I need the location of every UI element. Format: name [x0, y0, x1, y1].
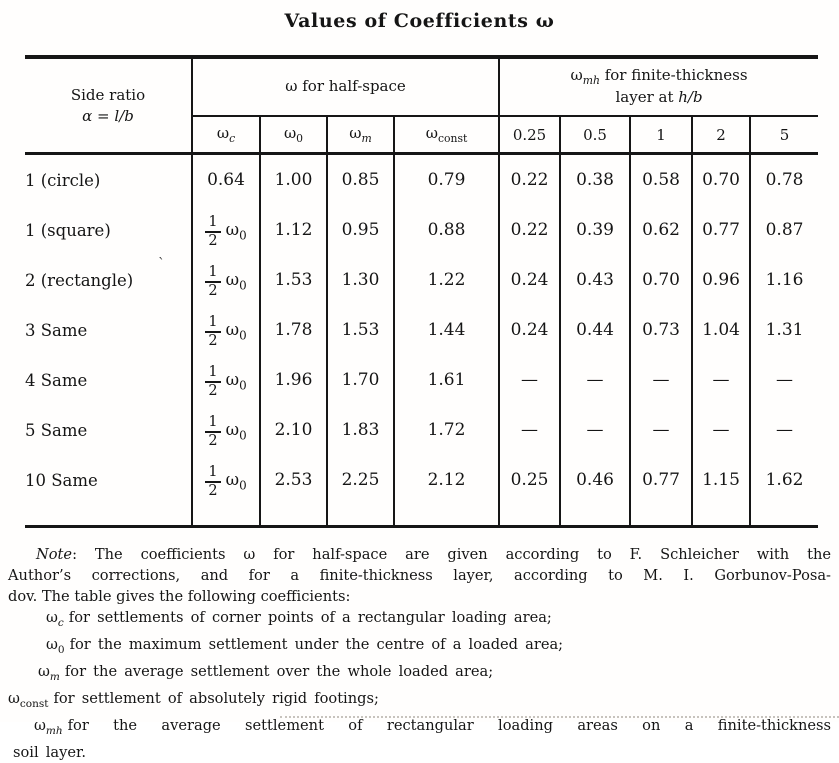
cell-omega-0: 1.00 [260, 154, 327, 206]
cell-hb-5: 1.31 [750, 305, 818, 355]
cell-hb-2: 1.04 [692, 305, 750, 355]
cell-omega-m: 1.30 [327, 255, 394, 305]
cell-omega-0: 1.53 [260, 255, 327, 305]
half-omega0-fraction: $\frac{1}{2}$ $\omega_0$ [205, 214, 246, 248]
cell-omega-const: 0.79 [394, 154, 499, 206]
header-row-groups [25, 57, 818, 116]
table-row-3-same [25, 305, 818, 355]
header-side-ratio [25, 57, 192, 154]
header-hb-0-25: 0.25 [499, 116, 560, 154]
cell-hb-0-5: 0.44 [560, 305, 630, 355]
cell-side-ratio: 1 (circle) [25, 170, 101, 190]
cell-hb-0-25: 0.22 [499, 205, 560, 255]
finite-header-line2: layer at h/b [615, 88, 703, 107]
half-omega0-fraction: $\frac{1}{2}$ $\omega_0$ [205, 414, 246, 448]
cell-hb-5: 1.62 [750, 455, 818, 505]
omega-const-symbol: $\omega_{const}$ [8, 689, 49, 710]
header-finite-thickness [499, 57, 818, 116]
omega-0-symbol: $\omega_0$ [46, 635, 65, 656]
omega-c-symbol: $\omega_c$ [46, 609, 64, 629]
note-paragraph-line1: Note: The coefficients ω for half-space are given according to F. Schleicher with the [36, 546, 831, 563]
cell-hb-0-5: — [560, 355, 630, 405]
cell-hb-1: 0.58 [630, 154, 692, 206]
cell-hb-1: 0.73 [630, 305, 692, 355]
cell-hb-0-25: — [499, 405, 560, 455]
table-row-circle [25, 154, 818, 206]
cell-side-ratio: 10 Same [25, 470, 98, 490]
header-omega-c: $\omega_c$ [192, 116, 260, 154]
omega-mh-symbol: $\omega_{mh}$ [34, 716, 63, 737]
cell-side-ratio: 1 (square) [25, 220, 111, 240]
cell-omega-0: 1.78 [260, 305, 327, 355]
cell-hb-0-5: 0.43 [560, 255, 630, 305]
cell-hb-5: 0.78 [750, 154, 818, 206]
cell-omega-c-fraction [192, 305, 260, 355]
table-row-rectangle [25, 255, 818, 305]
page-title: Values of Coefficients ω [284, 10, 555, 32]
table-row-5-same [25, 405, 818, 455]
header-half-space: ω for half-space [192, 57, 499, 116]
side-ratio-line1: Side ratio [70, 86, 146, 105]
scan-artifact-speck: ` [158, 256, 165, 272]
cell-omega-m: 1.83 [327, 405, 394, 455]
cell-omega-const: 1.72 [394, 405, 499, 455]
cell-hb-5: — [750, 355, 818, 405]
note-item-omega-const: $\omega_{const}$ for settlement of absolutely rigid footings; [8, 689, 379, 710]
header-omega-m: $\omega_m$ [327, 116, 394, 154]
cell-hb-2: — [692, 355, 750, 405]
half-omega0-fraction: $\frac{1}{2}$ $\omega_0$ [205, 264, 246, 298]
cell-hb-2: 0.77 [692, 205, 750, 255]
header-hb-1: 1 [630, 116, 692, 154]
note-item-continuation: soil layer. [13, 743, 87, 761]
cell-omega-0: 2.53 [260, 455, 327, 505]
cell-hb-2: — [692, 405, 750, 455]
finite-header-line1: $\omega_{mh}$ for finite-thickness [570, 66, 748, 88]
cell-hb-0-5: 0.38 [560, 154, 630, 206]
cell-omega-const: 1.61 [394, 355, 499, 405]
header-hb-2: 2 [692, 116, 750, 154]
cell-omega-c-fraction [192, 455, 260, 505]
header-omega-0: $\omega_0$ [260, 116, 327, 154]
note-paragraph-line2: Author’s corrections, and for a finite-thickness layer, according to M. I. Gorbunov-Posa- [8, 567, 831, 584]
cell-omega-m: 0.85 [327, 154, 394, 206]
half-omega0-fraction: $\frac{1}{2}$ $\omega_0$ [205, 364, 246, 398]
footnote-block [8, 544, 831, 763]
cell-hb-1: 0.70 [630, 255, 692, 305]
cell-hb-1: 0.77 [630, 455, 692, 505]
cell-hb-2: 0.96 [692, 255, 750, 305]
cell-omega-const: 1.22 [394, 255, 499, 305]
cell-hb-0-5: — [560, 405, 630, 455]
table-row-square [25, 205, 818, 255]
cell-omega-m: 1.70 [327, 355, 394, 405]
cell-omega-0: 2.10 [260, 405, 327, 455]
cell-side-ratio: 5 Same [25, 420, 88, 440]
cell-side-ratio: 3 Same [25, 320, 88, 340]
cell-hb-0-25: 0.22 [499, 154, 560, 206]
table-row-4-same [25, 355, 818, 405]
cell-side-ratio: 2 (rectangle) [25, 270, 134, 290]
cell-hb-1: — [630, 355, 692, 405]
note-item-omega-m: $\omega_m$ for the average settlement over the whole loaded area; [38, 662, 494, 683]
header-omega-const: $\omega_{const}$ [394, 116, 499, 154]
note-paragraph-line3: dov. The table gives the following coefficients: [8, 588, 351, 605]
cell-omega-const: 1.44 [394, 305, 499, 355]
cell-hb-0-25: 0.24 [499, 255, 560, 305]
cell-omega-m: 2.25 [327, 455, 394, 505]
cell-omega-m: 1.53 [327, 305, 394, 355]
note-item-omega-0: $\omega_0$ for the maximum settlement under the centre of a loaded area; [46, 635, 564, 656]
note-item-omega-c: $\omega_c$ for settlements of corner points of a rectangular loading area; [46, 609, 552, 629]
cell-hb-1: 0.62 [630, 205, 692, 255]
cell-omega-0: 1.96 [260, 355, 327, 405]
cell-hb-1: — [630, 405, 692, 455]
cell-omega-c-fraction [192, 255, 260, 305]
cell-hb-0-25: 0.25 [499, 455, 560, 505]
cell-hb-2: 1.15 [692, 455, 750, 505]
cell-side-ratio: 4 Same [25, 370, 88, 390]
cell-hb-2: 0.70 [692, 154, 750, 206]
cell-omega-c-fraction [192, 355, 260, 405]
cell-hb-5: 1.16 [750, 255, 818, 305]
cell-hb-0-25: — [499, 355, 560, 405]
cell-omega-c: 0.64 [192, 154, 260, 206]
header-hb-5: 5 [750, 116, 818, 154]
half-omega0-fraction: $\frac{1}{2}$ $\omega_0$ [205, 314, 246, 348]
note-label: Note [36, 546, 73, 563]
table-bottom-spacer [25, 505, 818, 527]
cell-omega-m: 0.95 [327, 205, 394, 255]
side-ratio-line2: α = l/b [82, 106, 134, 125]
cell-hb-0-5: 0.39 [560, 205, 630, 255]
cell-hb-0-5: 0.46 [560, 455, 630, 505]
header-hb-0-5: 0.5 [560, 116, 630, 154]
coefficients-table [25, 55, 818, 528]
cell-hb-5: 0.87 [750, 205, 818, 255]
cell-omega-c-fraction [192, 405, 260, 455]
note-item-omega-mh: $\omega_{mh}$ for the average settlement of rectangular loading areas on a finite-thickness [34, 716, 831, 737]
half-omega0-fraction: $\frac{1}{2}$ $\omega_0$ [205, 464, 246, 498]
cell-hb-5: — [750, 405, 818, 455]
omega-m-symbol: $\omega_m$ [38, 662, 60, 683]
cell-hb-0-25: 0.24 [499, 305, 560, 355]
cell-omega-const: 2.12 [394, 455, 499, 505]
cell-omega-c-fraction [192, 205, 260, 255]
cell-omega-0: 1.12 [260, 205, 327, 255]
scan-artifact-dotted-line [280, 716, 839, 718]
table-row-10-same [25, 455, 818, 505]
cell-omega-const: 0.88 [394, 205, 499, 255]
